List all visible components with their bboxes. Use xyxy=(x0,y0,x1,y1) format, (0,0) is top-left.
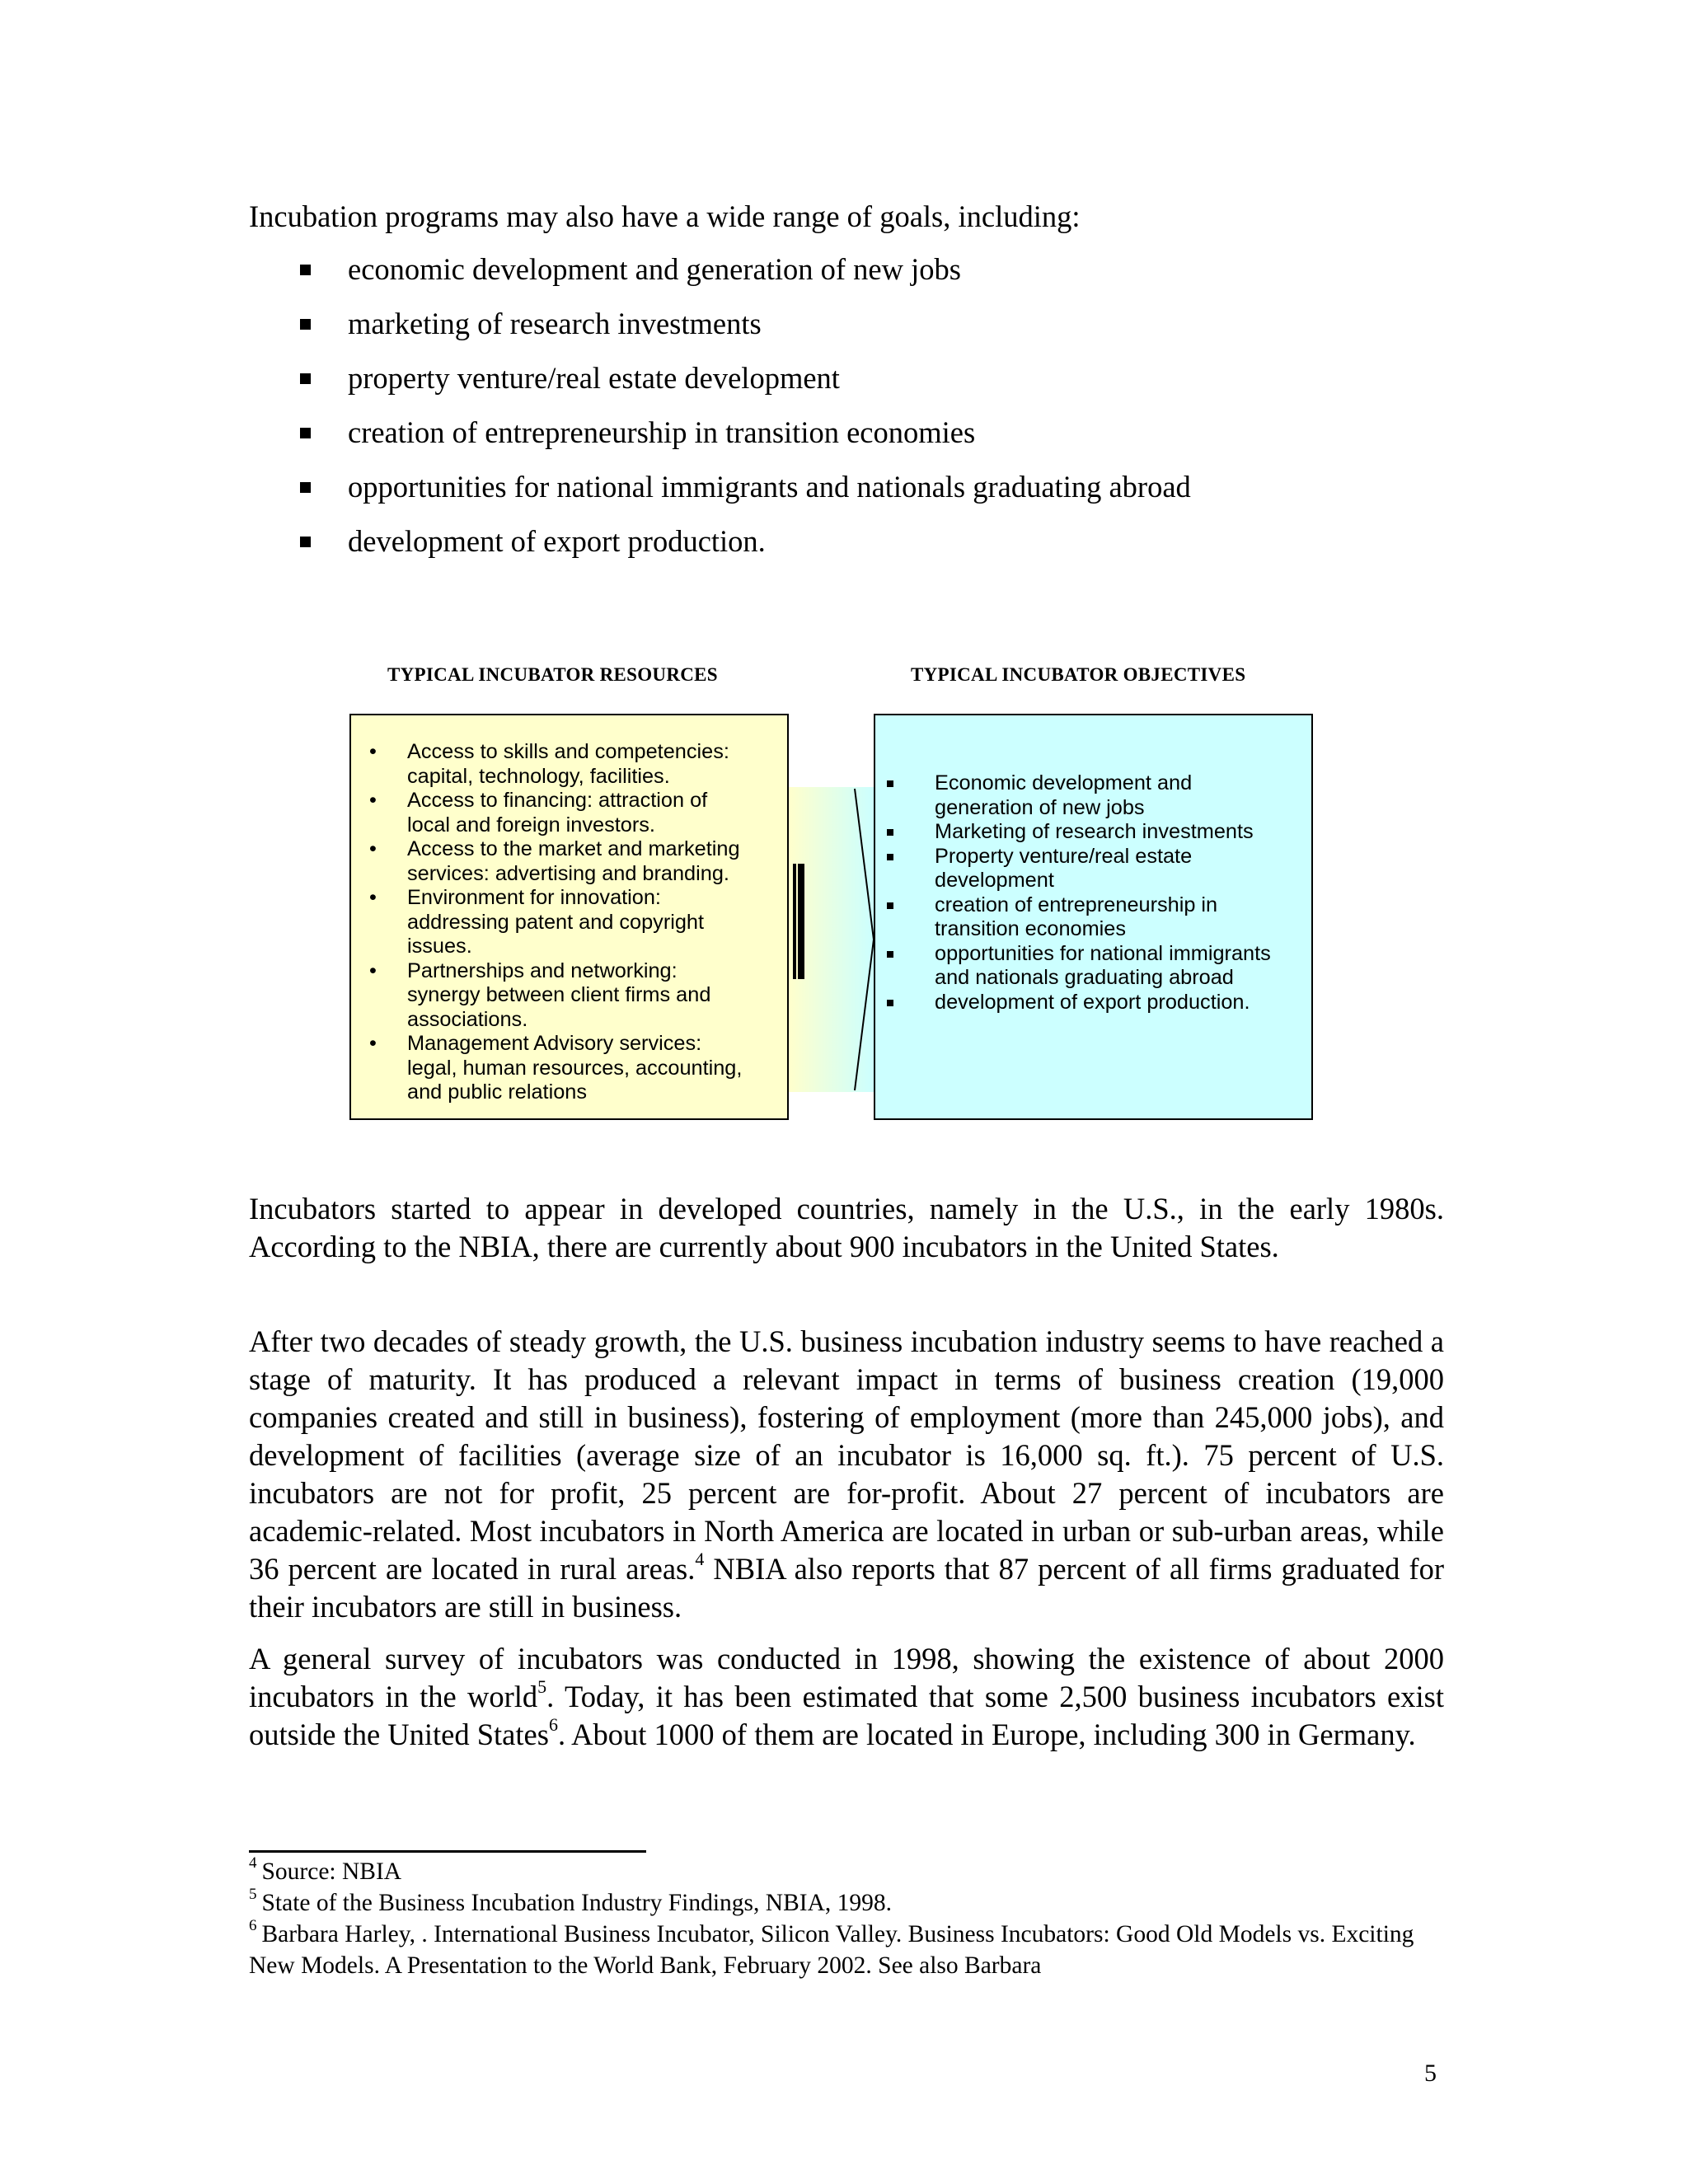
connector-bar xyxy=(793,864,804,979)
footnote-ref[interactable]: 6 xyxy=(548,1713,558,1735)
paragraph-incubators-origin: Incubators started to appear in developed countries, namely in the U.S., in the early 1980s. According to the NBIA, there are currently about 900 incubators in the United States. xyxy=(249,1192,1444,1263)
bullet-dot-icon: • xyxy=(369,789,377,812)
resource-item: • Access to financing: attraction of local and foreign investors. xyxy=(369,789,708,837)
goal-item: opportunities for national immigrants and nationals graduating abroad xyxy=(249,466,1444,521)
resources-box xyxy=(349,714,789,1120)
page-number: 5 xyxy=(1424,2060,1437,2087)
footnote-ref[interactable]: 4 xyxy=(695,1548,705,1569)
objective-item: Economic development and generation of new jobs xyxy=(875,771,1311,820)
resources-list xyxy=(351,740,787,1105)
bullet-dot-icon: • xyxy=(369,886,377,909)
objective-item: development of export production. xyxy=(875,991,1311,1015)
resources-title: TYPICAL INCUBATOR RESOURCES xyxy=(387,664,718,685)
square-bullet-icon xyxy=(887,902,893,909)
footnote: $^4$ Source: NBIA xyxy=(249,1854,402,1885)
connector-arrow xyxy=(789,787,874,1092)
connector-bar-inner xyxy=(796,864,798,979)
square-bullet-icon xyxy=(300,319,311,330)
goal-item: marketing of research investments xyxy=(249,303,1444,358)
resource-item: • Access to the market and marketing services: advertising and branding. xyxy=(369,837,740,885)
footnotes xyxy=(249,1856,1444,1981)
paragraph-global-survey: A general survey of incubators was conducted in 1998, showing the existence of about 2000 incubators in the world$^5$. Today, it has been estimated that some 2,500 business incubators exist outside the United States$^6$. About 1000 of them are located in Europe, including 300 in Germany. xyxy=(249,1642,1444,1751)
square-bullet-icon xyxy=(300,373,311,384)
objectives-title: TYPICAL INCUBATOR OBJECTIVES xyxy=(911,664,1246,685)
goals-list xyxy=(249,249,1444,575)
resource-item: • Management Advisory services: legal, human resources, accounting, and public relations xyxy=(369,1032,743,1104)
objective-item: creation of entrepreneurship in transition economies xyxy=(875,893,1311,942)
square-bullet-icon xyxy=(887,780,893,787)
footnote-ref[interactable]: 5 xyxy=(537,1675,547,1697)
square-bullet-icon xyxy=(300,265,311,275)
square-bullet-icon xyxy=(887,1000,893,1006)
resource-item: • Partnerships and networking: synergy between client firms and associations. xyxy=(369,958,711,1031)
square-bullet-icon xyxy=(887,829,893,836)
footnote: $^6$ Barbara Harley, . International Business Incubator, Silicon Valley. Business Incubators: Good Old Models vs. Exciting New Models. A Presentation to the World Bank, February 2002. See also Barbara xyxy=(249,1917,1414,1979)
bullet-dot-icon: • xyxy=(369,1032,377,1055)
paragraph-us-industry: After two decades of steady growth, the U.S. business incubation industry seems to have reached a stage of maturity. It has produced a relevant impact in terms of business creation (19,000 companies created and still in business), fostering of employment (more than 245,000 jobs), and development of facilities (average size of an incubator is 16,000 sq. ft.). 75 percent of U.S. incubators are not for profit, 25 percent are for-profit. About 27 percent of incubators are academic-related. Most incubators in North America are located in urban or sub-urban areas, while 36 percent are located in rural areas.$^4$ NBIA also reports that 87 percent of all firms graduated for their incubators are still in business. xyxy=(249,1324,1444,1624)
square-bullet-icon xyxy=(300,482,311,493)
bullet-dot-icon: • xyxy=(369,958,377,982)
resource-item: • Environment for innovation: addressing patent and copyright issues. xyxy=(369,886,705,958)
footnote: $^5$ State of the Business Incubation Industry Findings, NBIA, 1998. xyxy=(249,1886,892,1916)
objective-item: Marketing of research investments xyxy=(875,820,1311,845)
square-bullet-icon xyxy=(300,428,311,438)
goal-item: property venture/real estate development xyxy=(249,358,1444,412)
square-bullet-icon xyxy=(300,537,311,547)
footnote-divider xyxy=(249,1850,646,1853)
objective-item: Property venture/real estate development xyxy=(875,845,1311,893)
objectives-list xyxy=(875,771,1311,1015)
bullet-dot-icon: • xyxy=(369,740,377,763)
intro-text: Incubation programs may also have a wide range of goals, including: xyxy=(249,199,1081,233)
resource-item: • Access to skills and competencies: capital, technology, facilities. xyxy=(369,740,729,788)
objective-item: opportunities for national immigrants and nationals graduating abroad xyxy=(875,942,1311,991)
square-bullet-icon xyxy=(887,951,893,958)
goal-item: creation of entrepreneurship in transition economies xyxy=(249,412,1444,466)
goal-item: development of export production. xyxy=(249,521,1444,575)
square-bullet-icon xyxy=(887,854,893,860)
goal-item: economic development and generation of new jobs xyxy=(249,249,1444,303)
bullet-dot-icon: • xyxy=(369,837,377,860)
objectives-box xyxy=(874,714,1313,1120)
